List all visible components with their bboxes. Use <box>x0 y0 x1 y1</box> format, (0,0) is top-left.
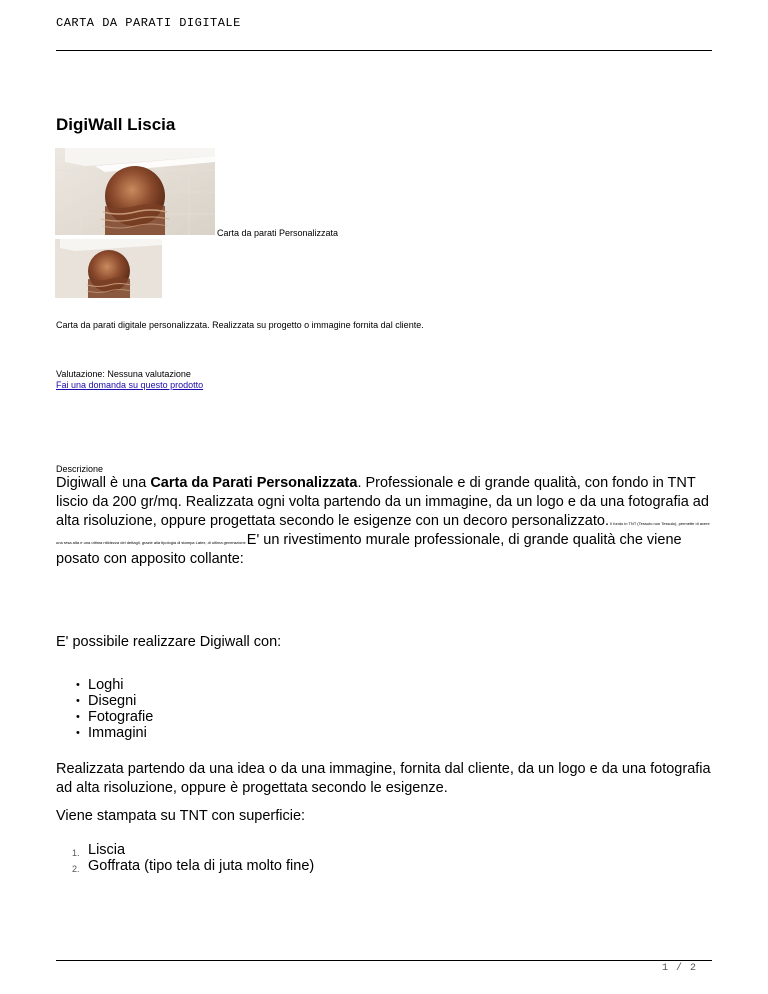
list-number: 1. <box>72 848 80 858</box>
description-intro <box>56 474 712 569</box>
page-number: 1 / 2 <box>662 963 698 974</box>
intro-bold-text: Carta da Parati Personalizzata <box>150 475 358 491</box>
product-title: DigiWall Liscia <box>56 115 176 134</box>
list-item <box>56 842 314 858</box>
bullet-list <box>56 677 153 741</box>
intro-text-end: E' un rivestimento murale professionale, di grande qualità che viene posato con apposito collante: <box>56 532 682 567</box>
list-item: • Loghi <box>56 677 153 693</box>
description-label: Descrizione <box>56 464 104 474</box>
possible-heading: E' possibile realizzare Digiwall con: <box>56 634 282 650</box>
footer-divider <box>56 960 712 961</box>
numbered-list <box>56 842 314 874</box>
image-caption: Carta da parati Personalizzata <box>217 228 339 238</box>
wallpaper-photo-icon <box>55 148 215 235</box>
surface-heading: Viene stampata su TNT con superficie: <box>56 808 306 824</box>
product-image-main[interactable] <box>55 148 215 235</box>
header-divider <box>56 50 712 51</box>
list-number: 2. <box>72 864 80 874</box>
list-item-text: Liscia <box>88 842 126 858</box>
list-item-text: Goffrata (tipo tela di juta molto fine) <box>88 858 315 874</box>
list-item: • Disegni <box>56 693 153 709</box>
wallpaper-thumbnail-icon <box>55 239 162 298</box>
intro-text-rest: . Professionale e di grande qualità, con fondo in TNT liscio da 200 gr/mq. Realizzata ogni volta partendo da un immagine, da un logo e da una fotografia ad alta risoluzione, oppure progettata secondo le esigenze con un decoro personalizzato. <box>56 475 709 529</box>
list-item: • Immagini <box>56 725 153 741</box>
product-rating: Valutazione: Nessuna valutazione <box>56 369 191 379</box>
intro-text-start: Digiwall è una <box>56 475 151 491</box>
ask-question-link[interactable]: Fai una domanda su questo prodotto <box>56 380 204 390</box>
document-header-title: CARTA DA PARATI DIGITALE <box>56 16 241 30</box>
list-item: • Fotografie <box>56 709 153 725</box>
product-image-thumbnail[interactable] <box>55 239 162 298</box>
list-item <box>56 858 314 874</box>
description-paragraph: Realizzata partendo da una idea o da una immagine, fornita dal cliente, da un logo e da una fotografia ad alta risoluzione, oppure è progettata secondo le esigenze. <box>56 761 711 796</box>
tiny-note: Il fondo in TNT (Tessuto non Tessuto), permette di avere una resa alta e una ottima nitidezza dei dettagli, grazie alla tipologia di stampa Latex, di ultima generazione <box>56 521 710 545</box>
product-summary: Carta da parati digitale personalizzata. Realizzata su progetto o immagine fornita dal cliente. <box>56 320 424 330</box>
